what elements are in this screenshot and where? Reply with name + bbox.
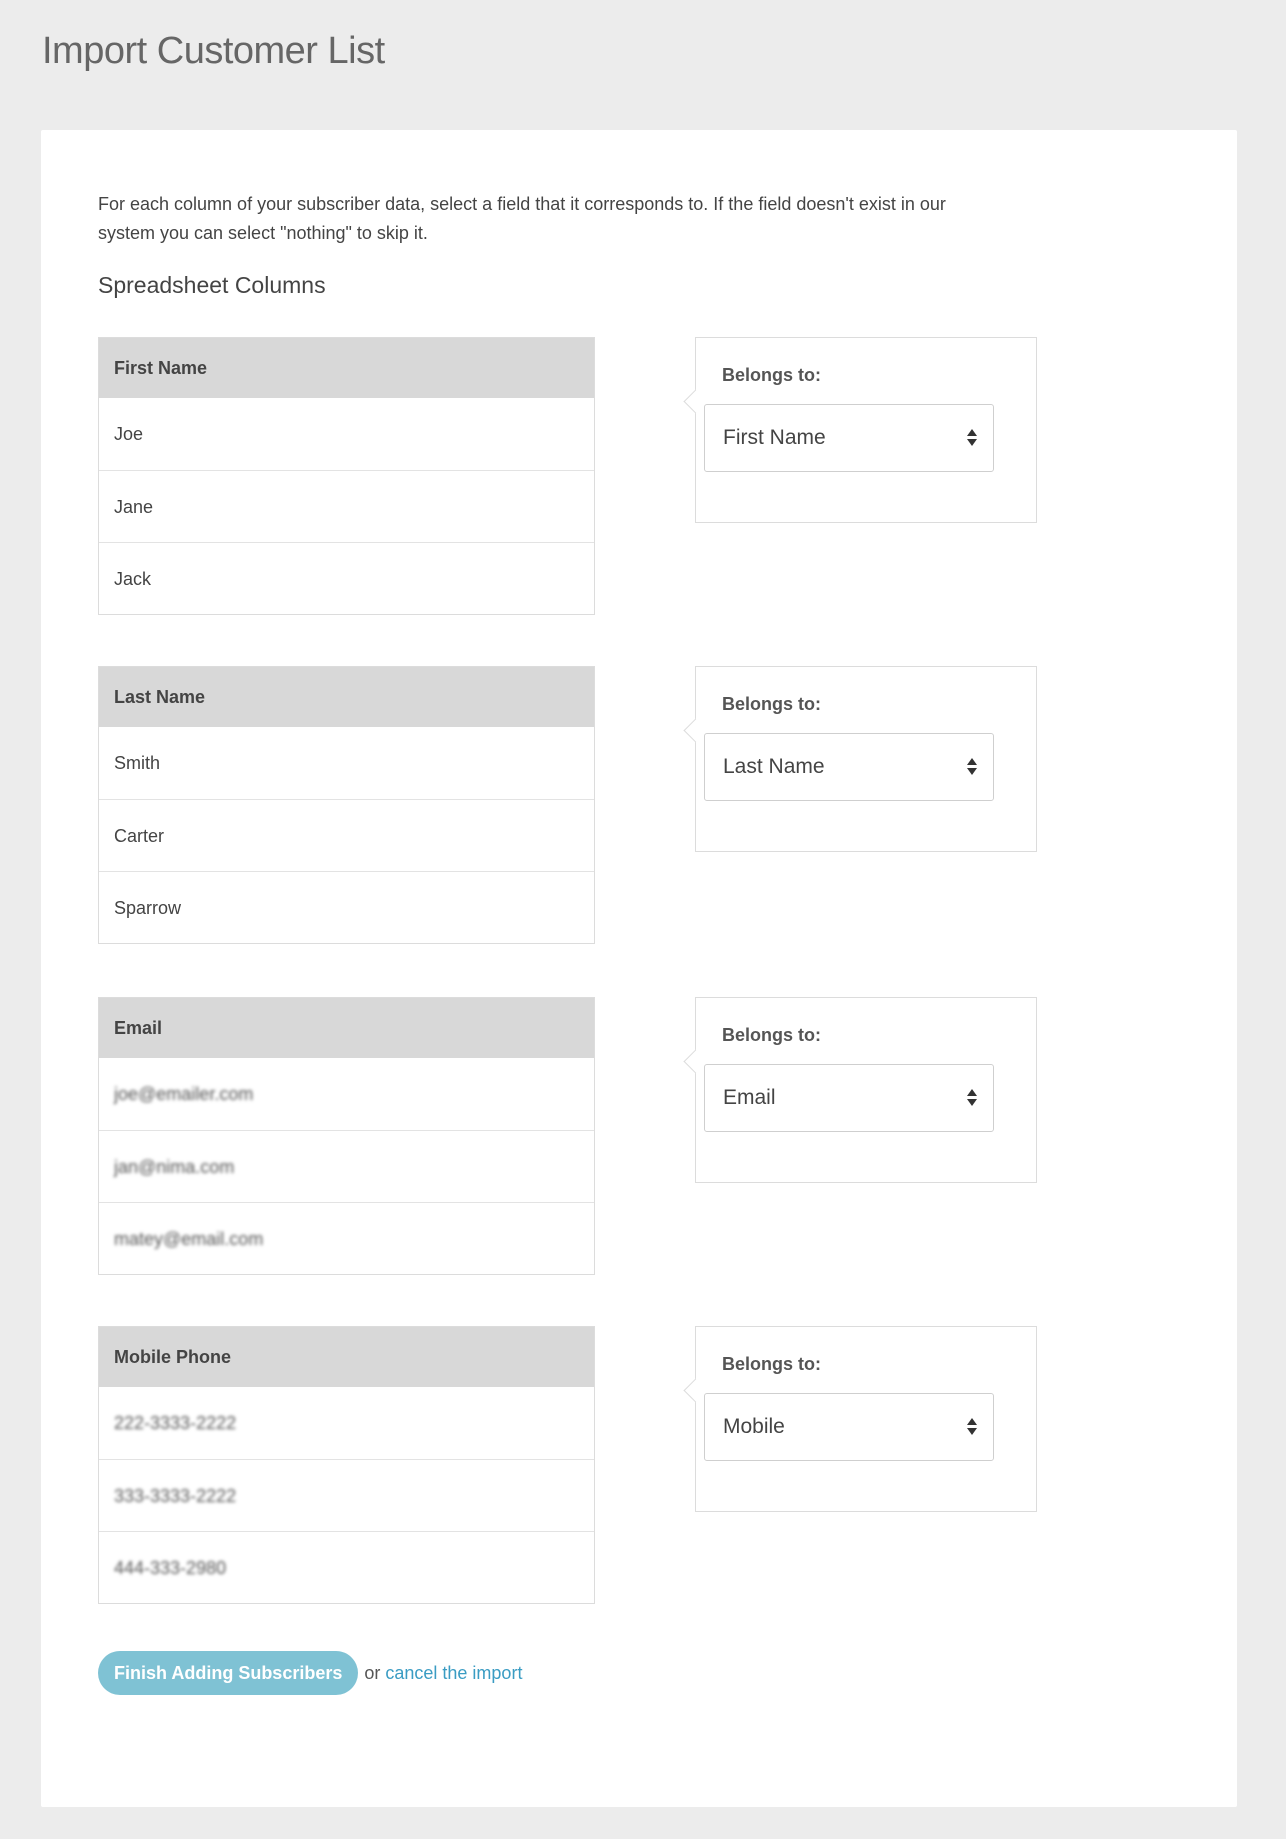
column-mapping-email xyxy=(98,997,1098,1287)
field-select[interactable] xyxy=(704,1393,994,1461)
blurred-value: 444-333-2980 xyxy=(114,1558,227,1578)
column-preview-table xyxy=(98,1326,595,1604)
belongs-to-label: Belongs to: xyxy=(722,694,821,714)
blurred-value: 222-3333-2222 xyxy=(114,1413,237,1433)
column-mapping-mobile-phone xyxy=(98,1326,1098,1616)
column-cell: Sparrow xyxy=(99,871,594,943)
blurred-value: joe@emailer.com xyxy=(114,1084,254,1104)
page-title: Import Customer List xyxy=(42,30,385,72)
column-cell: Carter xyxy=(99,799,594,871)
column-header: Email xyxy=(99,998,594,1058)
field-select-value: Mobile xyxy=(723,1415,785,1438)
field-select[interactable] xyxy=(704,733,994,801)
belongs-to-panel xyxy=(695,337,1037,523)
belongs-to-label: Belongs to: xyxy=(722,1354,821,1374)
belongs-to-panel xyxy=(695,997,1037,1183)
belongs-to-panel xyxy=(695,1326,1037,1512)
column-header: First Name xyxy=(99,338,594,398)
column-preview-table xyxy=(98,337,595,615)
blurred-value: jan@nima.com xyxy=(114,1157,235,1177)
up-down-arrows-icon xyxy=(967,756,977,778)
column-mapping-first-name xyxy=(98,337,1098,627)
import-card xyxy=(41,130,1237,1807)
column-cell xyxy=(99,1202,594,1274)
column-header: Last Name xyxy=(99,667,594,727)
cancel-import-link[interactable]: cancel the import xyxy=(385,1662,523,1683)
up-down-arrows-icon xyxy=(967,427,977,449)
belongs-to-label: Belongs to: xyxy=(722,1025,821,1045)
column-header: Mobile Phone xyxy=(99,1327,594,1387)
column-cell xyxy=(99,1058,594,1130)
belongs-to-label: Belongs to: xyxy=(722,365,821,385)
column-cell xyxy=(99,1130,594,1202)
or-text: or xyxy=(364,1662,381,1683)
finish-adding-subscribers-button[interactable]: Finish Adding Subscribers xyxy=(98,1651,358,1695)
column-preview-table xyxy=(98,666,595,944)
column-cell: Jack xyxy=(99,542,594,614)
section-title: Spreadsheet Columns xyxy=(98,272,326,298)
field-select[interactable] xyxy=(704,404,994,472)
column-mapping-last-name xyxy=(98,666,1098,956)
field-select[interactable] xyxy=(704,1064,994,1132)
up-down-arrows-icon xyxy=(967,1087,977,1109)
column-cell xyxy=(99,1387,594,1459)
belongs-to-panel xyxy=(695,666,1037,852)
column-cell: Joe xyxy=(99,398,594,470)
up-down-arrows-icon xyxy=(967,1416,977,1438)
column-cell: Smith xyxy=(99,727,594,799)
field-select-value: First Name xyxy=(723,426,826,449)
blurred-value: matey@email.com xyxy=(114,1229,264,1249)
column-cell xyxy=(99,1531,594,1603)
column-cell: Jane xyxy=(99,470,594,542)
column-cell xyxy=(99,1459,594,1531)
field-select-value: Email xyxy=(723,1086,776,1109)
column-preview-table xyxy=(98,997,595,1275)
field-select-value: Last Name xyxy=(723,755,825,778)
intro-text: For each column of your subscriber data, select a field that it corresponds to. If the field doesn't exist in our system you can select "nothing" to skip it. xyxy=(98,194,946,243)
blurred-value: 333-3333-2222 xyxy=(114,1486,237,1506)
form-footer xyxy=(98,1651,522,1695)
